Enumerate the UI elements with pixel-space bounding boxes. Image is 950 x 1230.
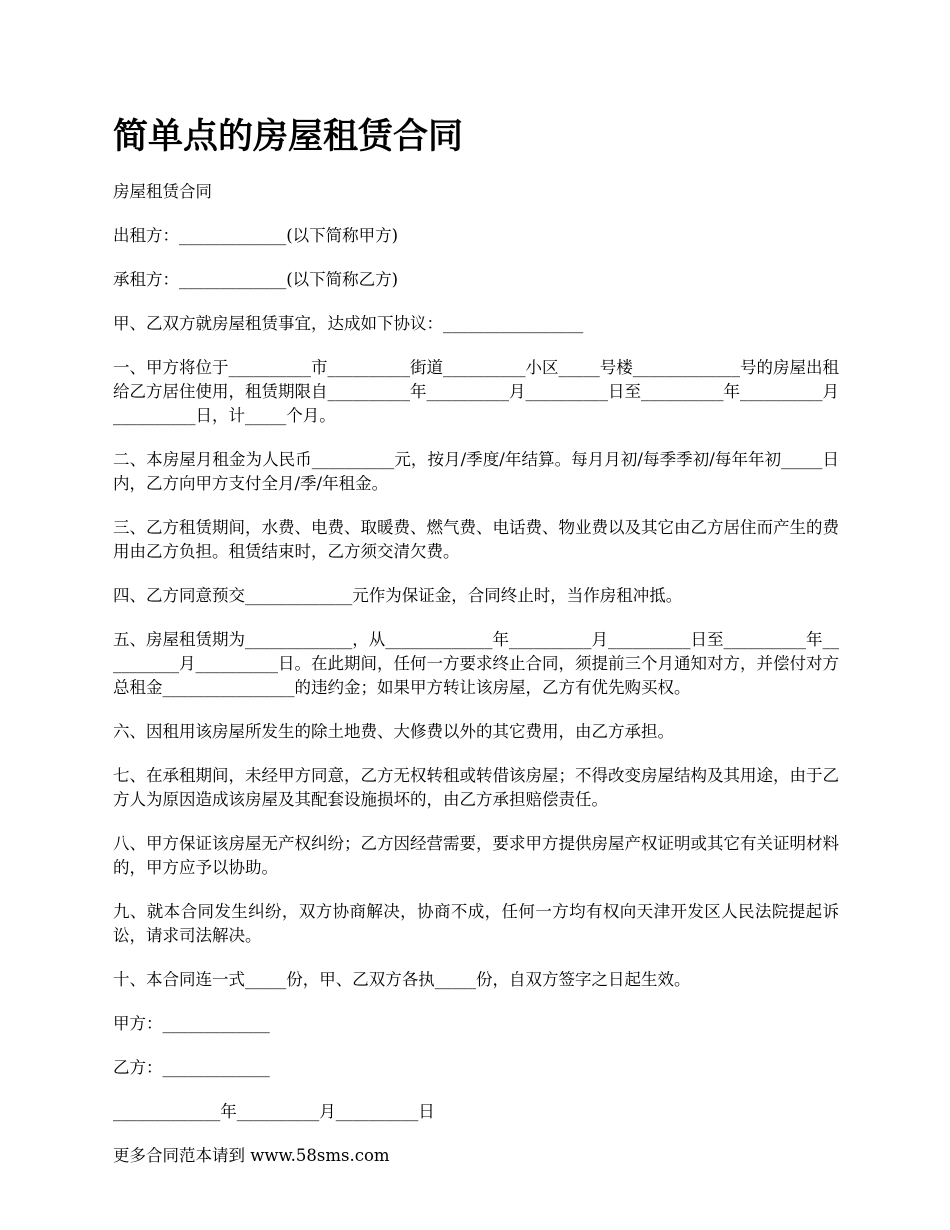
lessee-line: 承租方：_____________(以下简称乙方) xyxy=(113,270,399,289)
party-a-signature: 甲方：_____________ xyxy=(113,1014,270,1033)
clause-6: 六、因租用该房屋所发生的除土地费、大修费以外的其它费用，由乙方承担。 xyxy=(113,722,674,741)
clause-5: 五、房屋租赁期为_____________，从_____________年__________月__________日至__________年__________月__________日。在此期间，任何一方要求终止合同，须提前三个月通知对方，并偿付对方总租金________________的违约金；如果甲方转让该房屋，乙方有优先购买权。 xyxy=(113,630,839,697)
signing-date: _____________年__________月__________日 xyxy=(113,1102,435,1121)
document-title: 简单点的房屋租赁合同 xyxy=(113,117,464,157)
clause-10: 十、本合同连一式_____份，甲、乙双方各执_____份，自双方签字之日起生效。 xyxy=(113,970,691,989)
clause-1: 一、甲方将位于__________市__________街道__________小区_____号楼_____________号的房屋出租给乙方居住使用，租赁期限自__________年__________月__________日至__________年__________月__________日，计_____个月。 xyxy=(113,358,839,425)
party-b-signature: 乙方：_____________ xyxy=(113,1058,270,1077)
clause-9: 九、就本合同发生纠纷，双方协商解决，协商不成，任何一方均有权向天津开发区人民法院提起诉讼，请求司法解决。 xyxy=(113,902,839,945)
footer-note: 更多合同范本请到 www.58sms.com xyxy=(113,1146,390,1165)
clause-3: 三、乙方租赁期间，水费、电费、取暖费、燃气费、电话费、物业费以及其它由乙方居住而产生的费用由乙方负担。租赁结束时，乙方须交清欠费。 xyxy=(113,518,839,561)
clause-4: 四、乙方同意预交_____________元作为保证金，合同终止时，当作房租冲抵。 xyxy=(113,586,683,605)
clause-8: 八、甲方保证该房屋无产权纠纷；乙方因经营需要，要求甲方提供房屋产权证明或其它有关证明材料的，甲方应予以协助。 xyxy=(113,834,839,877)
lessor-line: 出租方：_____________(以下简称甲方) xyxy=(113,226,399,245)
document-page xyxy=(113,110,839,1188)
clause-2: 二、本房屋月租金为人民币__________元，按月/季度/年结算。每月月初/每季季初/每年年初_____日内，乙方向甲方支付全月/季/年租金。 xyxy=(113,450,839,493)
agreement-intro: 甲、乙双方就房屋租赁事宜，达成如下协议：_________________ xyxy=(113,314,584,333)
subtitle-paragraph: 房屋租赁合同 xyxy=(113,182,212,201)
clause-7: 七、在承租期间，未经甲方同意，乙方无权转租或转借该房屋；不得改变房屋结构及其用途，由于乙方人为原因造成该房屋及其配套设施损坏的，由乙方承担赔偿责任。 xyxy=(113,766,839,809)
